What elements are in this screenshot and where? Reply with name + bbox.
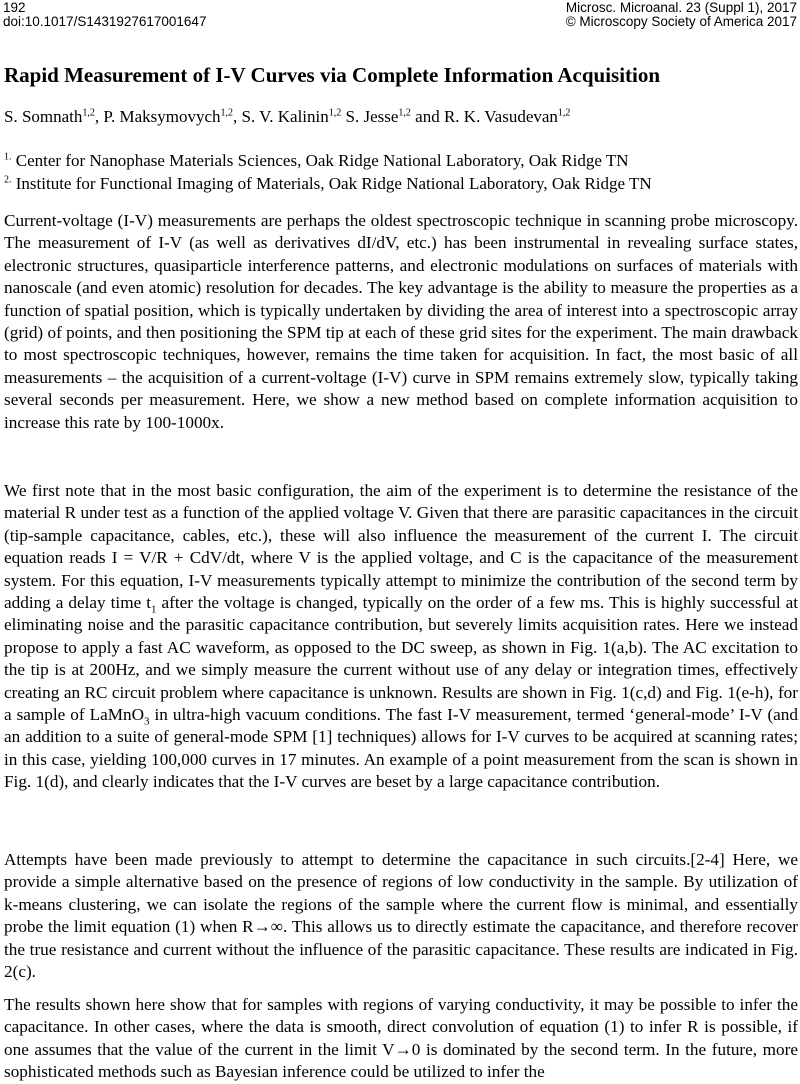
affiliation-text: Institute for Functional Imaging of Materials, Oak Ridge National Laboratory, Oak Ridge TN	[11, 174, 652, 193]
paper-title: Rapid Measurement of I-V Curves via Complete Information Acquisition	[4, 63, 661, 87]
paragraph-text: after the voltage is changed, typically on the order of a few ms. This is highly successful at eliminating noise and the parasitic capacitance contribution, but severely limits acquisition rates. Here we instead propose to apply a fast AC waveform, as opposed to the DC sweep, as shown in Fig. 1(a,b). The AC excitation to the tip is at 200Hz, and we simply measure the current without use of any delay or integration times, effectively creating an RC circuit problem where capacitance is unknown. Results are shown in Fig. 1(c,d) and Fig. 1(e-h), for a sample of LaMnO	[4, 593, 799, 725]
author-name: P. Maksymovych	[103, 107, 221, 126]
paragraph-text: in ultra-high vacuum conditions. The fast I-V measurement, termed ‘general-mode’ I-V (and an addition to a suite of general-mode SPM [1] techniques) allows for I-V curves to be acquired at scanning rates; in this case, yielding 100,000 curves in 17 minutes. An example of a point measurement from the scan is shown in Fig. 1(d), and clearly indicates that the I-V curves are beset by a large capacitance contribution.	[4, 705, 798, 792]
journal-citation: Microsc. Microanal. 23 (Suppl 1), 2017	[565, 0, 797, 15]
affiliation-1	[4, 150, 629, 172]
affiliation-mark: 2.	[4, 174, 12, 186]
subscript: 1	[150, 603, 157, 616]
paragraph-intro: Current-voltage (I-V) measurements are perhaps the oldest spectroscopic technique in scanning probe microscopy. The measurement of I-V (as well as derivatives dI/dV, etc.) has been instrumental in revealing surface states, electronic structures, quasiparticle interference patterns, and electronic modulations on surfaces of materials with nanoscale (and even atomic) resolution for decades. The key advantage is the ability to measure the properties as a function of spatial position, which is typically undertaken by dividing the area of interest into a spectroscopic array (grid) of points, and then positioning the SPM tip at each of these grid sites for the experiment. The main drawback to most spectroscopic techniques, however, remains the time taken for acquisition. In fact, the most basic of all measurements – the acquisition of a current-voltage (I-V) curve in SPM remains extremely slow, typically taking several seconds per measurement. Here, we show a new method based on complete information acquisition to increase this rate by 100-1000x.	[4, 211, 798, 432]
author-name: R. K. Vasudevan	[443, 107, 558, 126]
author-separator: ,	[94, 107, 104, 126]
author-affiliation-mark: 1,2	[82, 107, 95, 119]
author-name: S. V. Kalinin	[241, 107, 329, 126]
author-separator: and	[410, 107, 444, 126]
copyright-notice: © Microscopy Society of America 2017	[565, 14, 797, 29]
affiliation-text: Center for Nanophase Materials Sciences, Oak Ridge National Laboratory, Oak Ridge TN	[11, 151, 629, 170]
paragraph-discussion: The results shown here show that for samples with regions of varying conductivity, it may be possible to infer the capacitance. In other cases, where the data is smooth, direct convolution of equation (1) to infer R is possible, if one assumes that the value of the current in the limit V→0 is dominated by the second term. In the future, more sophisticated methods such as Bayesian inference could be utilized to infer the	[4, 995, 798, 1082]
author-affiliation-mark: 1,2	[220, 107, 234, 119]
author-affiliation-mark: 1,2	[398, 107, 411, 119]
author-affiliation-mark: 1,2	[557, 107, 571, 119]
subscript: 3	[144, 715, 150, 728]
paragraph-capacitance: Attempts have been made previously to attempt to determine the capacitance in such circuits.[2-4] Here, we provide a simple alternative based on the presence of regions of low conductivity in the sample. By utilization of k-means clustering, we can isolate the regions of the sample where the current flow is minimal, and essentially probe the limit equation (1) when R→∞. This allows us to directly estimate the capacitance, and therefore recover the true resistance and current without the influence of the parasitic capacitance. These results are indicated in Fig. 2(c).	[4, 850, 798, 982]
paragraph-text: We first note that in the most basic configuration, the aim of the experiment is to determine the resistance of the material R under test as a function of the applied voltage V. Given that there are parasitic capacitances in the circuit (tip-sample capacitance, cables, etc.), these will also influence the measurement of the current I. The circuit equation reads I = V/R + CdV/dt, where V is the applied voltage, and C is the capacitance of the measurement system. For this equation, I-V measurements typically attempt to minimize the contribution of the second term by adding a delay time t	[4, 481, 798, 613]
author-separator: ,	[233, 107, 242, 126]
doi: doi:10.1017/S1431927617001647	[3, 14, 207, 29]
affiliation-2	[4, 173, 652, 195]
author-list	[4, 106, 570, 128]
page-number: 192	[3, 0, 26, 15]
author-name: S. Jesse	[345, 107, 399, 126]
author-name: S. Somnath	[4, 107, 83, 126]
author-affiliation-mark: 1,2	[328, 107, 342, 119]
affiliation-mark: 1.	[4, 151, 12, 163]
paragraph-method	[4, 480, 798, 794]
